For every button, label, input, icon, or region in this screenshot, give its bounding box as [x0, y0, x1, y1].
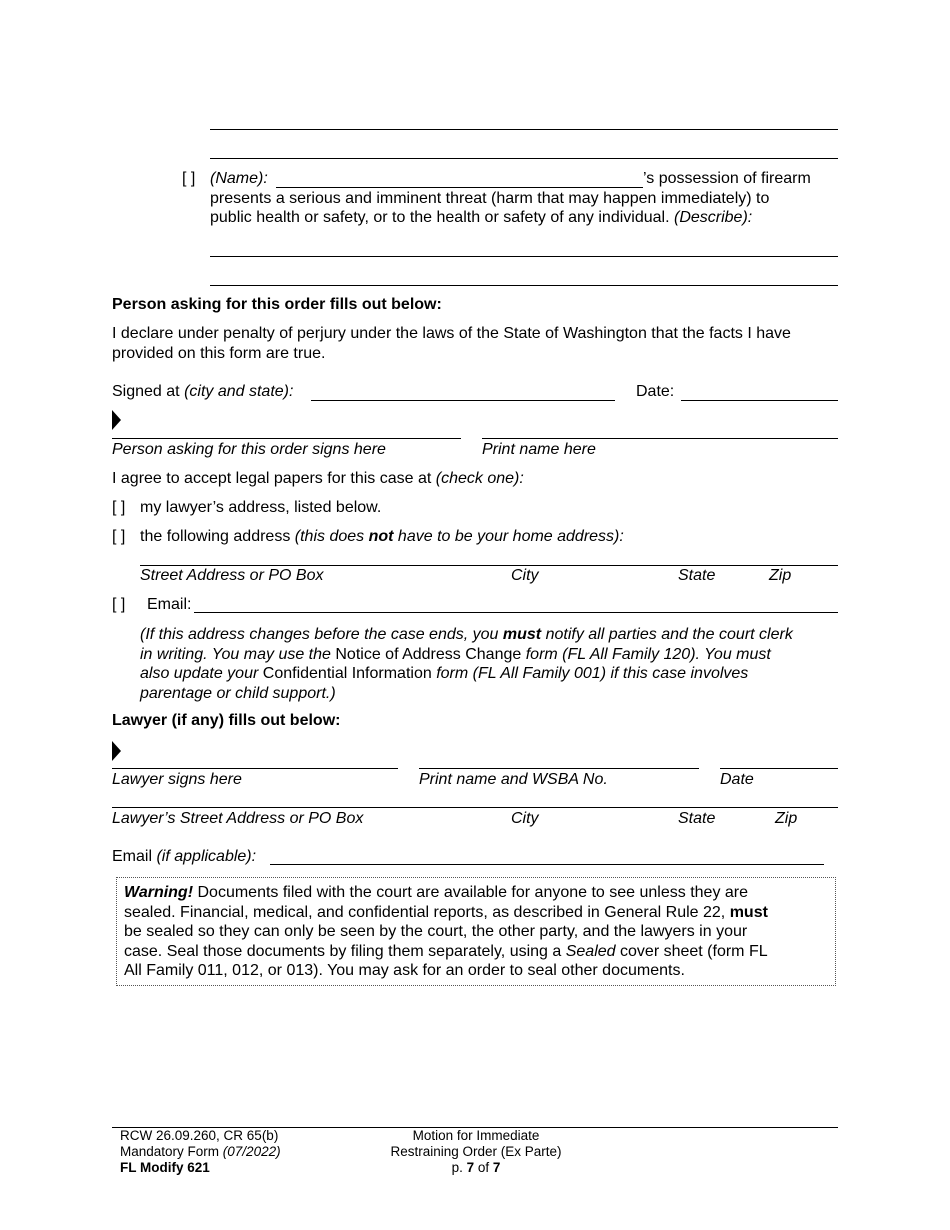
check-one: (check one): [435, 470, 524, 487]
lawyer-address-field[interactable] [112, 807, 838, 808]
email-checkbox[interactable]: [ ] [112, 596, 126, 613]
note-p5: also update your [140, 665, 259, 683]
print-name-label: Print name here [482, 441, 596, 458]
not-word: not [368, 528, 394, 545]
warning-t5: cover sheet (form FL [620, 942, 768, 960]
declaration-line-2: provided on this form are true. [112, 345, 326, 362]
agree-body: I agree to accept legal papers for this case at [112, 470, 432, 487]
zip-label: Zip [769, 567, 792, 584]
note-form2: Confidential Information [262, 665, 432, 683]
state-label: State [678, 567, 716, 584]
footer-title2: Restraining Order (Ex Parte) [390, 1144, 562, 1159]
lawyer-email-label [112, 848, 256, 866]
if-applicable: (if applicable): [156, 848, 257, 865]
following-address-checkbox[interactable]: [ ] [112, 528, 126, 545]
lawyer-signs-label: Lawyer signs here [112, 771, 242, 788]
lawyer-state-label: State [678, 810, 716, 827]
footer-left [120, 1128, 281, 1176]
footer-center [376, 1128, 576, 1176]
warning-must: must [729, 903, 768, 921]
warning-t6: All Family 011, 012, or 013). You may ask for an order to seal other documents. [124, 962, 685, 979]
footer-title1: Motion for Immediate [412, 1128, 540, 1143]
email-label: Email: [147, 596, 192, 613]
public-text-body: public health or safety, or to the health or safety of any individual. [210, 209, 670, 226]
threat-text: presents a serious and imminent threat (harm that may happen immediately) to [210, 190, 770, 207]
lawyer-zip-label: Zip [775, 810, 798, 827]
lawyer-date-field[interactable] [720, 768, 838, 769]
name-label: (Name): [210, 170, 268, 187]
note-p1: (If this address changes before the case ends, you [140, 626, 499, 643]
date-field[interactable] [681, 400, 838, 401]
page-num: 7 [466, 1160, 475, 1175]
city-label: City [511, 567, 539, 584]
warning-title: Warning! [124, 884, 194, 901]
lawyer-email-field[interactable] [270, 864, 824, 865]
footer-mandatory-text: Mandatory Form [120, 1144, 220, 1159]
footer-rcw: RCW 26.09.260, CR 65(b) [120, 1128, 279, 1143]
sign-arrow-icon [112, 410, 121, 430]
street-label: Street Address or PO Box [140, 567, 324, 584]
email-field[interactable] [194, 612, 838, 613]
lawyer-city-label: City [511, 810, 539, 827]
lawyer-print-name-label: Print name and WSBA No. [419, 771, 608, 788]
footer-form-id: FL Modify 621 [120, 1160, 210, 1175]
warning-t1: Documents filed with the court are available for anyone to see unless they are [197, 884, 749, 901]
note-must: must [502, 626, 542, 643]
declaration-heading: Person asking for this order fills out below: [112, 296, 442, 313]
signed-at-label [112, 383, 293, 401]
signed-at-text: Signed at [112, 383, 180, 400]
describe-line-4[interactable] [210, 285, 838, 286]
firearm-checkbox[interactable]: [ ] [182, 170, 196, 187]
following-address-option [140, 528, 624, 546]
describe-line-2[interactable] [210, 158, 838, 159]
warning-t3: be sealed so they can only be seen by the court, the other party, and the lawyers in your [124, 923, 748, 940]
not-home-pre: (this does [294, 528, 365, 545]
note-p7: parentage or child support.) [140, 685, 336, 703]
lawyer-print-name-field[interactable] [419, 768, 699, 769]
lawyer-address-option: my lawyer’s address, listed below. [140, 499, 382, 516]
declaration-line-1: I declare under penalty of perjury under the laws of the State of Washington that the facts I have [112, 325, 791, 342]
note-p4: form (FL All Family 120). You must [525, 645, 771, 663]
lawyer-address-checkbox[interactable]: [ ] [112, 499, 126, 516]
describe-line-3[interactable] [210, 256, 838, 257]
print-name-field[interactable] [482, 438, 838, 439]
warning-t4: case. Seal those documents by filing them separately, using a [124, 942, 562, 960]
describe-label: (Describe): [673, 209, 753, 226]
warning-sealed: Sealed [565, 942, 616, 960]
lawyer-heading: Lawyer (if any) fills out below: [112, 712, 341, 729]
page-total: 7 [492, 1160, 501, 1175]
name-field[interactable] [276, 187, 643, 188]
footer-page [376, 1160, 576, 1176]
page-prefix: p. [451, 1160, 463, 1175]
footer-mandatory [120, 1144, 281, 1160]
lawyer-date-label: Date [720, 771, 754, 788]
signed-at-field[interactable] [311, 400, 615, 401]
note-form1: Notice of Address Change [335, 645, 522, 663]
warning-box [116, 877, 836, 986]
not-home-post: have to be your home address): [397, 528, 624, 545]
page-of: of [477, 1160, 490, 1175]
public-text [210, 209, 752, 227]
signature-field[interactable] [112, 438, 461, 439]
following-text: the following address [140, 528, 291, 545]
agree-text [112, 470, 524, 488]
date-label: Date: [636, 383, 675, 400]
describe-line-1[interactable] [210, 129, 838, 130]
lawyer-street-label: Lawyer’s Street Address or PO Box [112, 810, 364, 827]
street-address-field[interactable] [140, 565, 838, 566]
lawyer-signature-field[interactable] [112, 768, 398, 769]
warning-t2: sealed. Financial, medical, and confidential reports, as described in General Rule 22, [124, 903, 726, 921]
signs-here-label: Person asking for this order signs here [112, 441, 386, 458]
lawyer-email-text: Email [112, 848, 153, 865]
note-p3: in writing. You may use the [140, 645, 331, 663]
address-change-note [140, 625, 840, 704]
possession-text: ’s possession of firearm [643, 170, 811, 187]
note-p6: form (FL All Family 001) if this case involves [436, 665, 749, 683]
footer-date: (07/2022) [222, 1144, 281, 1159]
lawyer-sign-arrow-icon [112, 741, 121, 761]
note-p2: notify all parties and the court clerk [545, 626, 793, 643]
city-state-label: (city and state): [184, 383, 294, 400]
